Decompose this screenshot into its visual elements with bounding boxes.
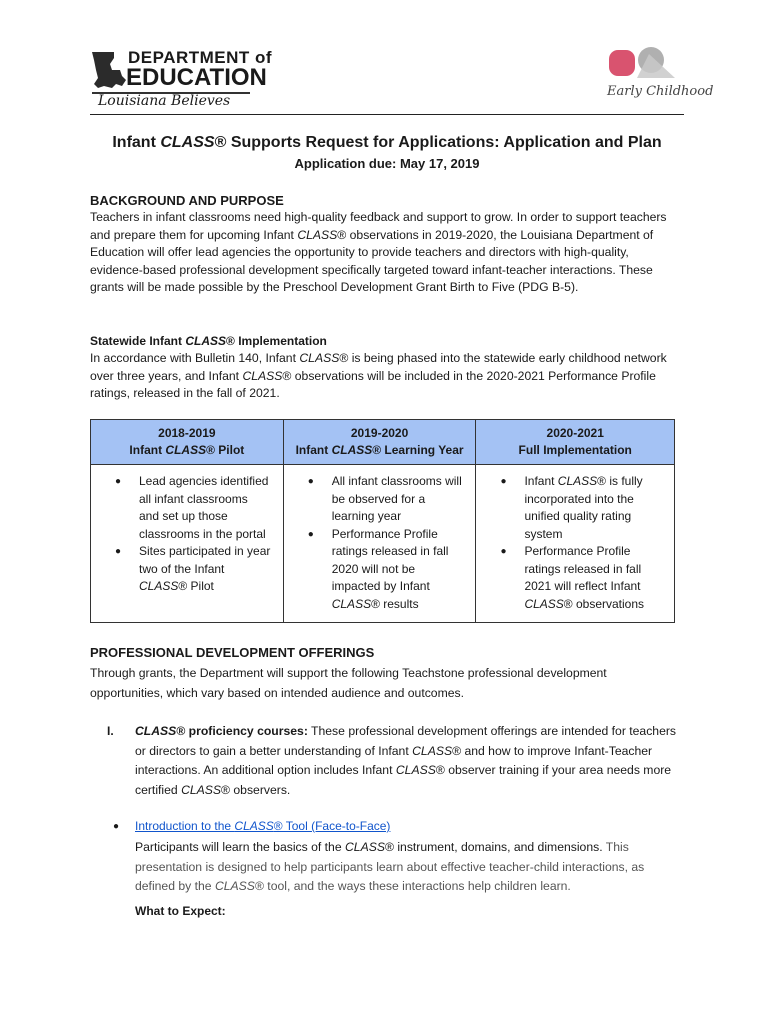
list-item: ● Sites participated in year two of the Infant CLASS® Pilot <box>97 543 271 596</box>
early-childhood-logo <box>603 44 714 108</box>
list-item: ● All infant classrooms will be observed for a learning year <box>290 473 464 526</box>
early-childhood-shapes-icon <box>603 44 683 84</box>
header-rule <box>90 114 684 115</box>
table-cell-pilot <box>91 465 284 623</box>
table-cell-learning-year <box>283 465 476 623</box>
statewide-heading: Statewide Infant CLASS® Implementation <box>90 334 327 348</box>
introduction-description: Participants will learn the basics of the CLASS® instrument, domains, and dimensions. This presentation is designed to help participants learn about effective teacher-child interactions, as defined by the CLASS® tool, and the ways these interactions help children learn. <box>135 840 645 893</box>
list-item: ● Lead agencies identified all infant classrooms and set up those classrooms in the portal <box>97 473 271 543</box>
statewide-paragraph: In accordance with Bulletin 140, Infant CLASS® is being phased into the statewide early childhood network over three years, and Infant CLASS® observations will be included in the 2020-2021 Performance Profile ratings, released in the fall of 2021. <box>90 351 667 401</box>
table-header-2019: 2019-2020 Infant CLASS® Learning Year <box>283 420 476 465</box>
page-title: Infant CLASS® Supports Request for Applications: Application and Plan <box>112 134 662 151</box>
roman-numeral: I. <box>107 724 114 738</box>
list-item: ● Performance Profile ratings released in fall 2021 will reflect Infant CLASS® observations <box>482 543 662 613</box>
background-paragraph: Teachers in infant classrooms need high-quality feedback and support to grow. In order to support teachers and prepare them for upcoming Infant CLASS® observations in 2019-2020, the Louisiana Department of Education will offer lead agencies the opportunity to provide teachers and directors with high-quality, evidence-based professional development specifically targeted toward infant-teacher interactions. These grants will be made possible by the Preschool Development Grant Birth to Five (PDG B-5). <box>90 210 667 295</box>
table-header-2018: 2018-2019 Infant CLASS® Pilot <box>91 420 284 465</box>
pd-intro-paragraph: Through grants, the Department will support the following Teachstone professional development opportunities, which vary based on intended audience and outcomes. <box>90 666 607 700</box>
logo-line-2: EDUCATION <box>126 64 267 91</box>
implementation-table <box>90 419 675 623</box>
table-cell-full-implementation <box>476 465 675 623</box>
proficiency-courses-paragraph: CLASS® proficiency courses: These professional development offerings are intended for teachers or directors to gain a better understanding of Infant CLASS® and how to improve Infant-Teacher interactions. An additional option includes Infant CLASS® observer training if your area needs more certified CLASS® observers. <box>135 724 677 797</box>
pd-heading: PROFESSIONAL DEVELOPMENT OFFERINGS <box>90 645 375 660</box>
logo-tagline: Louisiana Believes <box>98 93 231 109</box>
table-header-2020: 2020-2021 Full Implementation <box>476 420 675 465</box>
application-due-date: Application due: May 17, 2019 <box>294 156 480 171</box>
introduction-class-tool-link[interactable]: Introduction to the CLASS® Tool (Face-to-Face) <box>135 819 391 833</box>
list-item: ● Infant CLASS® is fully incorporated into the unified quality rating system <box>482 473 662 543</box>
what-to-expect-heading: What to Expect: <box>135 904 226 918</box>
background-heading: BACKGROUND AND PURPOSE <box>90 193 284 208</box>
list-item: ● Performance Profile ratings released in fall 2020 will not be impacted by Infant CLASS® results <box>290 526 464 614</box>
bullet-icon: ● <box>113 821 120 832</box>
logo-line-1: DEPARTMENT of <box>128 48 273 67</box>
department-of-education-logo <box>90 46 273 112</box>
early-childhood-text: Early Childhood <box>607 84 714 99</box>
